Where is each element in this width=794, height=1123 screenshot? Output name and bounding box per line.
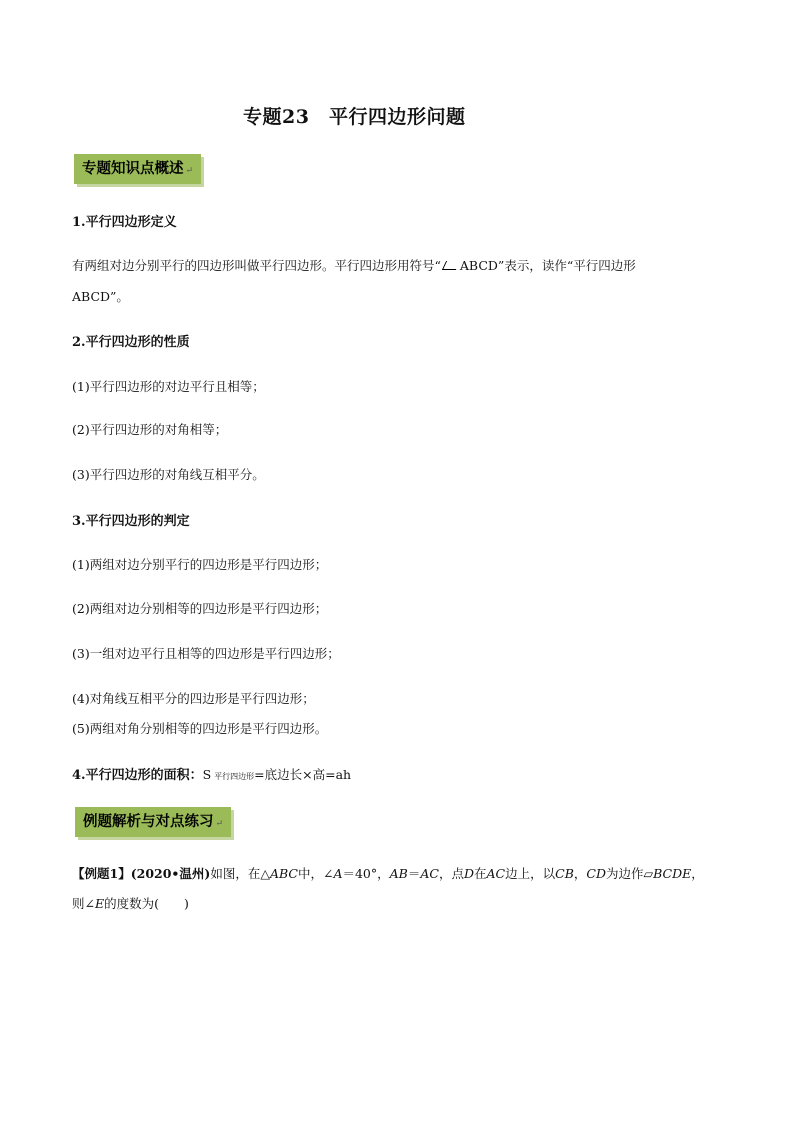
- example-var: AC: [420, 866, 439, 881]
- example-text: 为边作▱: [605, 866, 654, 881]
- area-formula-line: [72, 764, 351, 783]
- example-text: ，点: [438, 866, 464, 881]
- section-tag-label: 例题解析与对点练习: [83, 813, 214, 830]
- example-text: 的度数为( ): [104, 896, 189, 911]
- example-text: 边上，以: [505, 866, 556, 881]
- example-text: ＝40°，: [342, 866, 390, 881]
- example-var: AC: [486, 866, 506, 881]
- section-heading-properties: 2.平行四边形的性质: [72, 335, 190, 350]
- example-var: A: [333, 866, 343, 881]
- return-mark: ↵: [185, 166, 194, 176]
- example-var: E: [94, 896, 105, 911]
- criteria-item: (2)两组对边分别相等的四边形是平行四边形；: [72, 601, 328, 616]
- section-tag-overview: [74, 154, 201, 184]
- area-formula: =底边长×高=ah: [254, 767, 352, 782]
- criteria-item: (5)两组对角分别相等的四边形是平行四边形。: [72, 721, 328, 736]
- example-1-line-2: [72, 894, 189, 912]
- page-title: 专题23 平行四边形问题: [243, 106, 466, 128]
- example-var: CB: [555, 866, 574, 881]
- definition-text-a: 有两组对边分别平行的四边形叫做平行四边形。平行四边形用符号“: [72, 258, 441, 273]
- section-heading-area: 4.平行四边形的面积：: [72, 768, 203, 783]
- criteria-item: (3)一组对边平行且相等的四边形是平行四边形；: [72, 646, 340, 661]
- example-var: D: [463, 866, 474, 881]
- property-item: (1)平行四边形的对边平行且相等；: [72, 379, 265, 394]
- section-tag-examples: [75, 807, 231, 837]
- example-text: 中，∠: [297, 866, 334, 881]
- definition-line-1: [72, 256, 636, 274]
- example-var: BCDE: [653, 866, 692, 881]
- area-subscript: 平行四边形: [214, 772, 255, 781]
- example-var: CD: [586, 866, 606, 881]
- property-item: (3)平行四边形的对角线互相平分。: [72, 467, 265, 482]
- example-text: ＝: [407, 866, 421, 881]
- section-tag-label: 专题知识点概述: [82, 160, 184, 177]
- example-text: ，: [573, 866, 587, 881]
- example-1-line-1: [72, 864, 704, 882]
- definition-line-2: ABCD”。: [72, 289, 129, 304]
- criteria-item: (4)对角线互相平分的四边形是平行四边形；: [72, 691, 315, 706]
- parallelogram-symbol-icon: [442, 261, 460, 270]
- example-var: ABC: [269, 866, 298, 881]
- return-mark: ↵: [215, 819, 224, 829]
- property-item: (2)平行四边形的对角相等；: [72, 422, 228, 437]
- definition-text-b: ABCD”表示，读作“平行四边形: [459, 258, 636, 273]
- criteria-item: (1)两组对边分别平行的四边形是平行四边形；: [72, 557, 328, 572]
- area-symbol: S: [202, 767, 212, 782]
- example-label: 【例题1】: [72, 866, 131, 881]
- example-text: 在: [474, 866, 487, 881]
- section-heading-definition: 1.平行四边形定义: [72, 215, 177, 230]
- example-text: 则∠: [72, 896, 95, 911]
- example-var: AB: [389, 866, 408, 881]
- example-source: (2020•温州): [130, 866, 211, 881]
- example-text: ，: [691, 866, 704, 881]
- example-text: 如图，在△: [210, 866, 270, 881]
- section-heading-criteria: 3.平行四边形的判定: [72, 514, 190, 529]
